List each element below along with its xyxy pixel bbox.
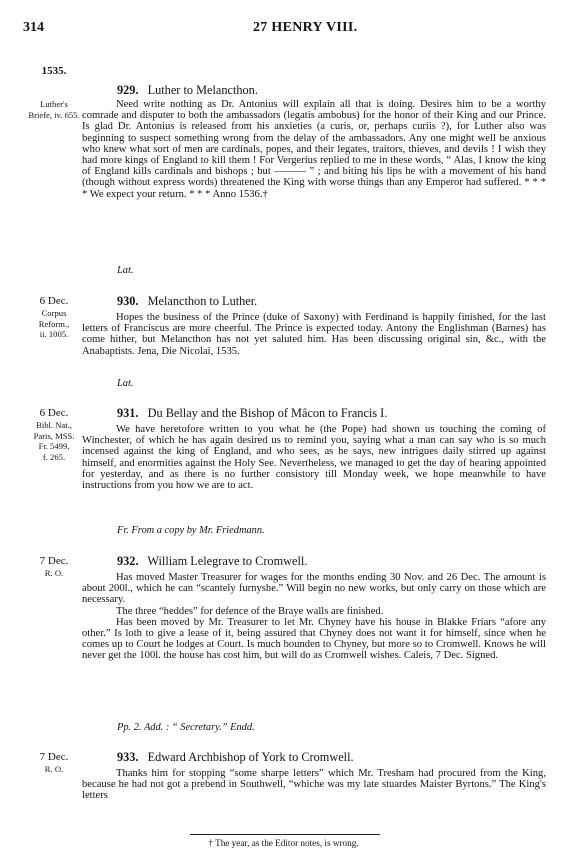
- entry-title: Du Bellay and the Bishop of Mâcon to Francis I.: [147, 406, 388, 420]
- entry-date: 6 Dec.: [39, 407, 69, 419]
- entry-930-margin: [18, 294, 90, 340]
- entry-929-body: [82, 99, 546, 200]
- entry-932-margin: [18, 554, 90, 579]
- entry-931-margin: [18, 406, 90, 462]
- entry-title: Melancthon to Luther.: [147, 294, 258, 308]
- entry-number: 930.: [117, 294, 139, 308]
- entry-date: 6 Dec.: [39, 295, 69, 307]
- entry-933-margin: [18, 750, 90, 775]
- entry-933-heading: [117, 750, 354, 765]
- margin-year: [18, 66, 90, 77]
- entry-date: 7 Dec.: [39, 555, 69, 567]
- source-line: R. O.: [44, 764, 64, 774]
- page-number: 314: [23, 20, 44, 35]
- source-line: Corpus: [41, 308, 67, 318]
- entry-931-language: Fr. From a copy by Mr. Friedmann.: [117, 525, 265, 536]
- entry-paragraph: Hopes the business of the Prince (duke of Saxony) with Ferdinand is happily finished, for the last letters of Franciscus are more cheerful. The Prince is expected today. Antony the Englishman (Barnes) has come hither, but Melancthon has not yet saluted him. Has been discussing original sin, &c., with the Anabaptists. Jena, Die Nicolai, 1535.: [82, 312, 546, 357]
- year-label: 1535.: [41, 65, 67, 77]
- entry-title: Luther to Melancthon.: [147, 83, 258, 97]
- running-title: 27 HENRY VIII.: [253, 20, 358, 35]
- entry-932-language: Pp. 2. Add. : “ Secretary.” Endd.: [117, 722, 255, 733]
- footnote: † The year, as the Editor notes, is wrong.: [208, 838, 359, 848]
- entry-930-language: Lat.: [117, 378, 134, 389]
- source-line: Reform.,: [38, 318, 70, 329]
- entry-number: 931.: [117, 406, 139, 420]
- entry-932-body: [82, 572, 546, 662]
- entry-932-heading: [117, 554, 307, 569]
- source-line: f. 265.: [42, 451, 66, 462]
- entry-933-body: [82, 768, 546, 802]
- source-line: Bibl. Nat.,: [36, 420, 72, 430]
- source-line: Briefe, iv. 655.: [28, 109, 80, 120]
- entry-929-heading: [117, 83, 258, 98]
- entry-date: 7 Dec.: [39, 751, 69, 763]
- entry-931-heading: [117, 406, 387, 421]
- entry-paragraph: Has been moved by Mr. Treasurer to let Mr. Chyney have his house in Blakke Friars “afore any other.” Is loth to give a lease of it, being assured that Chyney does not want it for himself, since when he comes up to Court he lodges at Court. Is much bounden to Chyney, but more so to Cromwell. Knows he will never get the 100l. the house has cost him, but will do as Cromwell wishes. Caleis, 7 Dec. Signed.: [82, 616, 546, 662]
- entry-number: 929.: [117, 83, 139, 97]
- footnote-rule: [190, 834, 380, 835]
- entry-paragraph: Has moved Master Treasurer for wages for the months ending 30 Nov. and 26 Dec. The amount is about 200l., which he can “scantely furnyshe.” Will begin no new works, but only carry on those which are necessary.: [82, 572, 546, 606]
- entry-931-body: [82, 424, 546, 491]
- entry-paragraph: Thanks him for stopping “some sharpe letters” which Mr. Tresham had procured from the King, because he had not got a prebend in Southwell, “whiche was my late stuardes Maister Byrtons.” The King's letters: [82, 768, 546, 802]
- source-line: Paris, MSS.: [33, 430, 75, 441]
- entry-930-heading: [117, 294, 257, 309]
- source-line: ii. 1005.: [39, 329, 69, 339]
- entry-929-source: [18, 99, 90, 120]
- entry-number: 933.: [117, 750, 139, 764]
- entry-number: 932.: [117, 554, 139, 568]
- source-line: Luther's: [40, 99, 68, 109]
- entry-title: Edward Archbishop of York to Cromwell.: [147, 750, 354, 764]
- entry-paragraph: The three “heddes” for defence of the Braye walls are finished.: [116, 605, 384, 617]
- entry-929-language: Lat.: [117, 265, 134, 276]
- entry-paragraph: Need write nothing as Dr. Antonius will explain all that is doing. Desires him to be a worthy comrade and disputer to both the ambassadors (legatis ambobus) for the honor of their King and our Prince. Is glad Dr. Antonius is released from his anxieties (a curis, or, perhaps curiis ?), for Luther also was beginning to suspect something wrong from the delay of the ambassadors. Any one might well be anxious who knew what sort of men are cardinals, popes, and their legates, traitors, thieves, and devils ! I wish they had more kings of England to kill them ! For Vergerius replied to me in these words, “ Alas, I know the king of England kills cardinals and bishops ; but ——— ” ; and biting his lips he with a movement of his hand (though without express words) threatened the King with worse things than any Emperor had suffered. * * * * We expect your return. * * * Anno 1536.†: [82, 99, 546, 200]
- source-line: Fr. 5499,: [38, 441, 70, 451]
- source-line: R. O.: [44, 568, 64, 578]
- entry-paragraph: We have heretofore written to you what he (the Pope) had shown us touching the coming of Winchester, of which he has again desired us to remind you, saying what a man can say who is so much incensed against the king of England, and who sees, as he says, new intrigues daily stirred up against himself, and enormities against the Holy See. Nevertheless, we managed to get the day of hearing appointed for yesterday, and as there is no further consistory till Monday week, we hope meanwhile to have instructions from you how we are to act.: [82, 424, 546, 492]
- entry-title: William Lelegrave to Cromwell.: [147, 554, 308, 568]
- entry-930-body: [82, 312, 546, 357]
